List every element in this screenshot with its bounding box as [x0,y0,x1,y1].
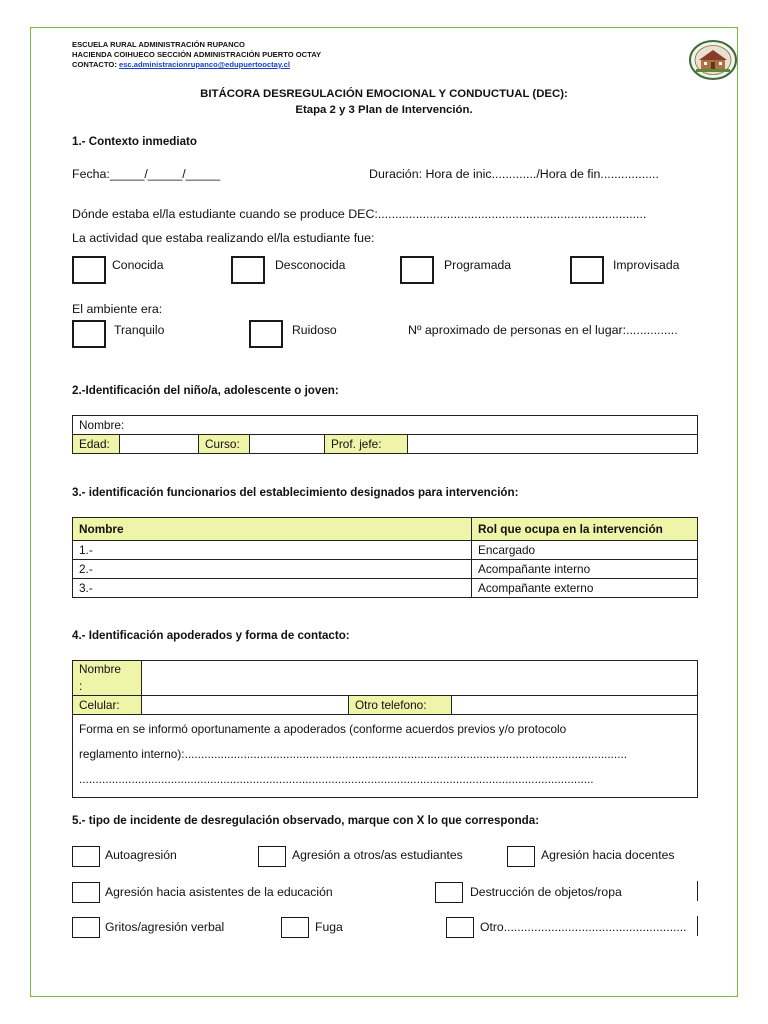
staff-role-1: Encargado [472,541,698,560]
option-agresion-estudiantes: Agresión a otros/as estudiantes [292,848,463,862]
actividad-label: La actividad que estaba realizando el/la estudiante fue: [72,231,375,245]
checkbox-ruidoso[interactable] [249,320,283,348]
col-nombre: Nombre [73,518,472,541]
prof-label: Prof. jefe: [325,435,408,454]
divider-mark [697,916,698,936]
checkbox-agresion-asistentes[interactable] [72,882,100,903]
option-otro[interactable]: Otro...................................................... [480,920,687,934]
section4-heading: 4.- Identificación apoderados y forma de contacto: [72,629,350,642]
option-agresion-asistentes: Agresión hacia asistentes de la educación [105,885,333,899]
checkbox-desconocida[interactable] [231,256,265,284]
table-row [73,541,698,560]
forma-line-1: Forma en se informó oportunamente a apoderados (conforme acuerdos previos y/o protocolo [79,722,567,736]
school-address: HACIENDA COIHUECO SECCIÓN ADMINISTRACIÓN PUERTO OCTAY [72,50,322,59]
guardian-name-input[interactable] [142,661,698,696]
celular-label: Celular: [73,696,142,715]
checkbox-agresion-estudiantes[interactable] [258,846,286,867]
contact-label: CONTACTO: [72,60,119,69]
checkbox-otro[interactable] [446,917,474,938]
ambiente-label: El ambiente era: [72,302,163,316]
checkbox-agresion-docentes[interactable] [507,846,535,867]
celular-input[interactable] [142,696,349,715]
school-name: ESCUELA RURAL ADMINISTRACIÓN RUPANCO [72,40,245,49]
checkbox-improvisada[interactable] [570,256,604,284]
guardian-table [72,660,698,798]
section1-heading: 1.- Contexto inmediato [72,135,197,148]
option-destruccion: Destrucción de objetos/ropa [470,885,622,899]
table-row [73,560,698,579]
contact-line [72,60,290,70]
otro-tel-input[interactable] [452,696,698,715]
curso-label: Curso: [199,435,250,454]
option-tranquilo: Tranquilo [114,323,165,337]
section3-heading: 3.- identificación funcionarios del establecimiento designados para intervención: [72,486,519,499]
form-title: BITÁCORA DESREGULACIÓN EMOCIONAL Y CONDUCTUAL (DEC): [200,88,568,100]
checkbox-programada[interactable] [400,256,434,284]
option-improvisada: Improvisada [613,258,680,272]
option-desconocida: Desconocida [275,258,346,272]
staff-table [72,517,698,598]
staff-name-3[interactable]: 3.- [73,579,472,598]
forma-informo-field[interactable] [73,715,698,798]
guardian-name-label-b: : [79,679,83,693]
divider-mark [697,881,698,901]
option-gritos: Gritos/agresión verbal [105,920,225,934]
table-row [73,579,698,598]
personas-field[interactable]: Nº aproximado de personas en el lugar:............... [408,323,678,337]
fecha-field[interactable]: Fecha:_____/_____/_____ [72,167,221,181]
guardian-name-label-a: Nombre [79,662,121,676]
option-fuga: Fuga [315,920,343,934]
edad-input[interactable] [120,435,199,454]
contact-email-link[interactable]: esc.administracionrupanco@edupuertooctay.cl [118,60,290,69]
student-id-table [72,415,698,454]
school-logo [688,40,738,80]
forma-line-2: reglamento interno):....................................................................................................................................... [79,747,628,761]
donde-field[interactable]: Dónde estaba el/la estudiante cuando se produce DEC:.............................................................................. [72,207,647,221]
section5-heading: 5.- tipo de incidente de desregulación observado, marque con X lo que corresponda: [72,814,540,827]
option-ruidoso: Ruidoso [292,323,337,337]
prof-input[interactable] [408,435,698,454]
student-name-field[interactable]: Nombre: [73,416,698,435]
guardian-name-label [73,661,142,696]
staff-role-2: Acompañante interno [472,560,698,579]
checkbox-gritos[interactable] [72,917,100,938]
otro-tel-label: Otro telefono: [349,696,452,715]
staff-name-1[interactable]: 1.- [73,541,472,560]
checkbox-fuga[interactable] [281,917,309,938]
checkbox-destruccion[interactable] [435,882,463,903]
staff-role-3: Acompañante externo [472,579,698,598]
option-agresion-docentes: Agresión hacia docentes [541,848,675,862]
checkbox-conocida[interactable] [72,256,106,284]
option-conocida: Conocida [112,258,164,272]
checkbox-tranquilo[interactable] [72,320,106,348]
col-rol: Rol que ocupa en la intervención [472,518,698,541]
edad-label: Edad: [73,435,120,454]
staff-name-2[interactable]: 2.- [73,560,472,579]
option-autoagresion: Autoagresión [105,848,177,862]
section2-heading: 2.-Identificación del niño/a, adolescente o joven: [72,384,339,397]
option-programada: Programada [444,258,512,272]
duracion-field[interactable]: Duración: Hora de inic............./Hora de fin................. [369,167,659,181]
curso-input[interactable] [250,435,325,454]
forma-line-3: ............................................................................................................................................................. [79,772,594,786]
checkbox-autoagresion[interactable] [72,846,100,867]
form-subtitle: Etapa 2 y 3 Plan de Intervención. [295,104,473,116]
